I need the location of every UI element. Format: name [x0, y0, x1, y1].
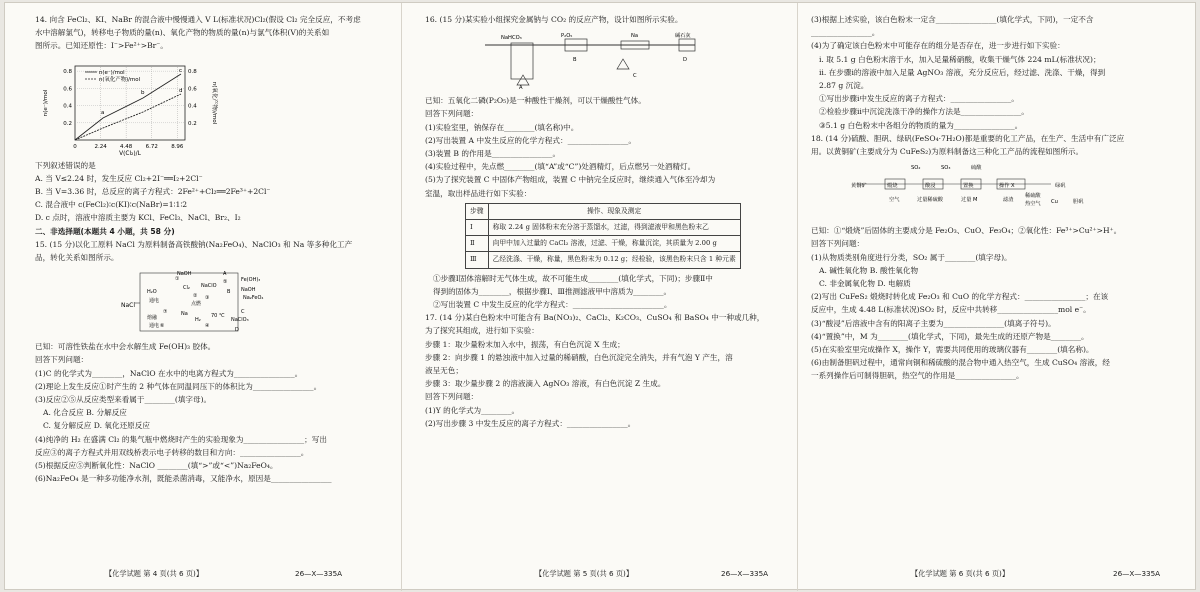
text-line: (1)Y 的化学式为________。: [425, 405, 520, 415]
option-line: C. 复分解反应 D. 氧化还原反应: [43, 421, 150, 431]
x-tick-label: 6.72: [145, 143, 158, 150]
apparatus-label: NaHCO₃: [501, 35, 522, 42]
option-line: A. 碱性氧化物 B. 酸性氧化物: [819, 265, 919, 275]
node-label: Fe(OH)₃: [241, 277, 261, 284]
page-divider: [401, 3, 402, 591]
table-row: [466, 236, 741, 252]
apparatus-label: 碱石灰: [675, 33, 691, 40]
flow-label: 胆矾: [1073, 199, 1084, 206]
text-line: (6)由制备胆矾过程中，通常向铜和稀硫酸的混合物中通入热空气，生成 CuSO₄ 溶液，经: [811, 358, 1110, 368]
question-15-body: [35, 340, 387, 485]
experiment-table: [465, 203, 741, 269]
x-tick-label: 8.96: [171, 143, 184, 150]
node-label: Na: [181, 311, 188, 318]
text-line: (1)从物质类别角度进行分类，SO₂ 属于________(填字母)。: [811, 252, 1012, 262]
text-line: ③5.1 g 白色粉末中各组分的物质的量为________________。: [819, 120, 1023, 130]
text-line: (2)写出步骤 3 中发生反应的离子方程式：________________。: [425, 418, 636, 428]
node-label: 通电: [149, 323, 160, 330]
text-line: 步骤 1：取少量粉末加入水中，振荡，有白色沉淀 X 生成；: [425, 339, 625, 349]
y-tick-label: 0.6: [63, 85, 72, 92]
text-line: 2.87 g 沉淀。: [819, 81, 869, 91]
flow-label: 稀硫酸: [1025, 193, 1041, 200]
x-axis-label: V(Cl₂)/L: [119, 150, 141, 156]
option-line: A. 化合反应 B. 分解反应: [43, 408, 127, 418]
y2-tick-label: 0.6: [188, 85, 197, 92]
text-line: 已知：五氧化二磷(P₂O₅)是一种酸性干燥剂，可以干燥酸性气体。: [425, 96, 646, 106]
node-label: ⑥: [160, 323, 165, 330]
flow-label: Cu: [1051, 199, 1058, 206]
table-row: [466, 220, 741, 236]
table-header-row: [466, 203, 741, 219]
page-5-footer-title: 【化学试题 第 5 页(共 6 页)】: [535, 569, 634, 578]
text-line: 得到的固体为________，根据步骤Ⅰ、Ⅲ推测滤液甲中溶质为________。: [433, 286, 672, 296]
text-line: 步骤 3：取少量步骤 2 的溶液滴入 AgNO₃ 溶液，有白色沉淀 Z 生成。: [425, 379, 666, 389]
x-tick-label: 2.24: [94, 143, 107, 150]
node-label: Na₂FeO₄: [243, 295, 264, 302]
apparatus-label: D: [683, 57, 687, 64]
text-line: (4)为了确定该白色粉末中可能存在的组分是否存在，进一步进行如下实验：: [811, 41, 1065, 51]
option-d: D. c 点时，溶液中溶质主要为 KCl、FeCl₃、NaCl、Br₂、I₂: [35, 213, 241, 223]
text-line: 14. 向含 FeCl₂、KI、NaBr 的混合液中慢慢通入 V L(标准状况)Cl₂(假设 Cl₂ 完全反应，不考虑: [35, 15, 361, 24]
text-line: 图所示。已知还原性：I⁻>Fe²⁺>Br⁻。: [35, 41, 168, 51]
table-cell: 乙经洗涤、干燥，称量，黑色粉末为 0.12 g；经检验，该黑色粉末只含 1 种元素: [488, 252, 740, 268]
text-line: (1)实验室里，钠保存在________(填名称)中。: [425, 122, 579, 132]
table-cell: Ⅲ: [466, 252, 489, 268]
text-line: ________________。: [811, 28, 880, 38]
text-line: 反应中，生成 4.48 L(标准状况)SO₂ 时，反应中共转移________________mol e⁻。: [811, 305, 1091, 315]
apparatus-label: C: [633, 73, 637, 80]
flow-label: 硫酸: [971, 165, 982, 172]
text-line: 室温，取出样品进行如下实验：: [425, 188, 532, 198]
flow-label: 过量 M: [961, 197, 978, 204]
legend-label: n(e⁻)/mol: [99, 69, 125, 76]
text-line: (2)写出装置 A 中发生反应的化学方程式：________________。: [425, 135, 636, 145]
burner-c: [617, 59, 629, 69]
node-label: H₂O: [147, 289, 157, 296]
text-line: 液呈无色；: [425, 366, 463, 376]
text-line: 品，转化关系如图所示。: [35, 253, 119, 263]
text-line: (2)理论上发生反应①时产生的 2 种气体在同温同压下的体积比为________________。: [35, 381, 322, 391]
q18-flowchart: [811, 161, 1179, 221]
point-label: c: [179, 67, 183, 74]
node-label: 通电: [149, 298, 160, 305]
flow-label: SO₂: [911, 165, 921, 172]
text-line: 15. (15 分)以化工原料 NaCl 为原料制备高铁酸钠(Na₂FeO₄)、NaClO₃ 和 Na 等多种化工产: [35, 239, 353, 249]
node-label: C: [241, 309, 245, 316]
table-cell: 称取 2.24 g 固体粉末充分溶于蒸馏水，过滤，得到滤液甲和黑色粉末乙: [488, 220, 740, 236]
page-5: [425, 13, 781, 561]
flow-label: 酸浸: [925, 183, 936, 190]
node-label: NaClO₃: [231, 317, 249, 324]
option-c: C. 混合液中 c(FeCl₂)∶c(KI)∶c(NaBr)=1∶1∶2: [35, 200, 188, 210]
flow-label: 滤渣: [1003, 197, 1014, 204]
text-line: ①步骤Ⅰ固体溶解时无气体生成，故不可能生成________(填化学式，下同)；步骤Ⅱ中: [433, 273, 713, 283]
exam-sheet: [4, 2, 1196, 590]
node-label: ⑦: [163, 309, 168, 316]
text-line: ②写出装置 C 中发生反应的化学方程式：________________________。: [433, 300, 672, 310]
y2-tick-label: 0.4: [188, 103, 197, 110]
table-cell: Ⅱ: [466, 236, 489, 252]
y-tick-label: 0.8: [63, 68, 72, 75]
text-line: 17. (14 分)某白色粉末中可能含有 Ba(NO₃)₂、CaCl₂、K₂CO₃、CuSO₄ 和 BaSO₄ 中一种或几种，: [425, 313, 765, 323]
point-label: b: [141, 89, 145, 96]
node-label: NaClO: [201, 283, 217, 290]
page-4: [35, 13, 387, 561]
page-6-footer-title: 【化学试题 第 6 页(共 6 页)】: [911, 569, 1010, 578]
table-cell: Ⅰ: [466, 220, 489, 236]
text-line: 步骤 2：向步骤 1 的悬浊液中加入过量的稀硝酸，白色沉淀完全消失，并有气泡 Y 产生，溶: [425, 352, 733, 362]
text-line: ⅱ. 在步骤ⅰ的溶液中加入足量 AgNO₃ 溶液，充分反应后，经过滤、洗涤、干燥，得到: [819, 67, 1106, 77]
q16-apparatus: [425, 29, 781, 91]
x-tick-label: 4.48: [120, 143, 133, 150]
text-line: (5)在实验室里完成操作 X，操作 Y，需要共同使用的玻璃仪器有________(填名称)。: [811, 345, 1094, 355]
node-label: H₂: [195, 317, 201, 324]
node-label: NaOH: [241, 287, 256, 294]
flow-label: 绿矾: [1055, 183, 1066, 190]
node-label: 熔融: [147, 315, 158, 322]
table-header: 操作、现象及测定: [488, 203, 740, 219]
flow-label: 黄铜矿: [851, 183, 867, 190]
node-label: NaOH: [177, 271, 192, 278]
text-line: 已知：①“煅烧”后固体的主要成分是 Fe₂O₃、CuO、Fe₃O₄；②氧化性：Fe³⁺>Cu²⁺>H⁺。: [811, 226, 1122, 236]
node-label: 70 ℃: [211, 313, 225, 320]
apparatus-label: Na: [631, 33, 639, 40]
q15-diagram-svg: [35, 267, 275, 337]
flow-label: 煅烧: [887, 183, 898, 190]
legend-label: n(氧化产物)/mol: [99, 76, 141, 83]
text-line: (4)实验过程中，先点燃________(填“A”或“C”)处酒精灯，后点燃另一处酒精灯。: [425, 162, 696, 172]
apparatus-label: B: [573, 57, 577, 64]
text-line: 18. (14 分)硫酸、胆矾、绿矾(FeSO₄·7H₂O)都是重要的化工产品，在生产、生活中有广泛应: [811, 133, 1125, 143]
y-tick-label: 0.2: [63, 120, 72, 127]
y-tick-label: 0.4: [63, 103, 72, 110]
text-line: 回答下列问题：: [35, 355, 89, 365]
text-line: 回答下列问题：: [425, 392, 479, 402]
node-label: D: [235, 327, 239, 334]
apparatus-label: A: [519, 85, 523, 92]
page-6-footer-code: 26—X—335A: [1113, 569, 1161, 578]
flow-label: 空气: [889, 197, 900, 204]
node-label: Cl₂: [183, 285, 190, 292]
text-line: 一系列操作后可制得胆矾，热空气的作用是________________。: [811, 371, 1024, 381]
node-label: ⑤: [223, 279, 228, 286]
q15-diagram: [35, 267, 387, 337]
flow-label: SO₃: [941, 165, 951, 172]
q18-flowchart-svg: [811, 161, 1111, 221]
text-line: (1)C 的化学式为________，NaClO 在水中的电离方程式为________________。: [35, 368, 303, 378]
y2-tick-label: 0.8: [188, 68, 197, 75]
text-line: ②检验步骤ⅱ中沉淀洗涤干净的操作方法是________________。: [819, 107, 1029, 117]
y-axis-label: n(e⁻)/mol: [43, 89, 49, 116]
text-line: (3)“酸浸”后溶液中含有的阳离子主要为________________(填离子符号)。: [811, 318, 1056, 328]
text-line: (3)反应②⑤从反应类型来看属于________(填字母)。: [35, 395, 212, 405]
option-b: B. 当 V=3.36 时，总反应的离子方程式：2Fe²⁺+Cl₂══2Fe³⁺+2Cl⁻: [35, 187, 271, 197]
q14-chart-svg: [35, 56, 225, 156]
series-line-electrons: [75, 74, 181, 140]
text-line: 16. (15 分)某实验小组探究金属钠与 CO₂ 的反应产物，设计如图所示实验。: [425, 15, 683, 24]
flow-label: 置换: [963, 183, 974, 190]
q16-apparatus-svg: [425, 29, 725, 91]
text-line: 反应③的离子方程式并用双线桥表示电子转移的数目和方向：________________。: [35, 447, 309, 457]
text-line: (5)为了探究装置 C 中固体产物组成，装置 C 中钠完全反应时，继续通入气体至冷却为: [425, 175, 716, 185]
node-label: B: [227, 289, 231, 296]
point-label: a: [101, 109, 105, 116]
page-divider: [797, 3, 798, 591]
node-label: 点燃: [191, 301, 202, 308]
y2-axis-label: n(氧化产物)/mol: [211, 81, 217, 124]
node-label: A: [223, 271, 227, 278]
question-14: [35, 13, 387, 53]
text-line: 已知：可溶性铁盐在水中会水解生成 Fe(OH)₃ 胶体。: [35, 342, 216, 352]
text-line: (4)“置换”中，M 为________(填化学式，下同)，最先生成的还原产物是________。: [811, 331, 1089, 341]
question-17: [425, 311, 781, 430]
text-line: (4)纯净的 H₂ 在盛满 Cl₂ 的集气瓶中燃烧时产生的实验现象为________________；写出: [35, 434, 327, 444]
point-label: d: [179, 87, 183, 94]
flask-a: [511, 43, 533, 79]
text-line: (2)写出 CuFeS₂ 煅烧时转化成 Fe₂O₃ 和 CuO 的化学方程式：________________；在该: [811, 292, 1109, 302]
node-label: NaCl: [121, 302, 136, 310]
node-label: ③: [205, 295, 210, 302]
text-line: 下列叙述错误的是: [35, 160, 96, 170]
flow-label: 操作 X: [999, 183, 1015, 190]
page-4-footer-title: 【化学试题 第 4 页(共 6 页)】: [105, 569, 204, 578]
node-label: ①: [175, 276, 180, 283]
page-6: [811, 13, 1179, 561]
text-line: (6)Na₂FeO₄ 是一种多功能净水剂，既能杀菌消毒，又能净水，原因是________________: [35, 474, 332, 484]
text-line: (5)根据反应⑤判断氧化性：NaClO ________(填“>”或“<”)Na₂FeO₄。: [35, 461, 278, 471]
burner-a: [517, 75, 529, 85]
x-tick-label: 0: [73, 143, 77, 150]
text-line: 为了探究其组成，进行如下实验：: [425, 326, 539, 336]
text-line: ⅰ. 取 5.1 g 白色粉末溶于水，加入足量稀硝酸，收集干燥气体 224 mL(标准状况)；: [819, 54, 1101, 64]
y2-tick-label: 0.2: [188, 120, 197, 127]
text-line: 水中溶解氯气)，转移电子物质的量(n)、氧化产物的物质的量(n)与氯气体积(V)的关系如: [35, 28, 330, 38]
flow-label: 热空气: [1025, 201, 1041, 208]
table-row: [466, 252, 741, 268]
text-line: (3)根据上述实验，该白色粉末一定含________________(填化学式，下同)，一定不含: [811, 15, 1094, 24]
flow-label: 过量稀硫酸: [917, 197, 943, 204]
page-5-footer-code: 26—X—335A: [721, 569, 769, 578]
option-line: C. 非金属氧化物 D. 电解质: [819, 279, 911, 289]
section-heading: 二、非选择题(本题共 4 小题，共 58 分): [35, 226, 175, 236]
option-a: A. 当 V≤2.24 时，发生反应 Cl₂+2I⁻══I₂+2Cl⁻: [35, 173, 203, 183]
text-line: (3)装置 B 的作用是________________。: [425, 149, 561, 159]
table-cell: 向甲中加入过量的 CaCl₂ 溶液，过滤、干燥，称量沉淀，其质量为 2.00 g: [488, 236, 740, 252]
text-line: 回答下列问题：: [425, 109, 479, 119]
node-label: ②: [193, 293, 198, 300]
text-line: 回答下列问题：: [811, 239, 865, 249]
q14-chart: [35, 56, 387, 156]
series-line-products: [75, 94, 181, 140]
table-header: 步骤: [466, 203, 489, 219]
page-4-footer-code: 26—X—335A: [295, 569, 343, 578]
node-label: ④: [205, 323, 210, 330]
apparatus-label: P₂O₅: [561, 33, 573, 40]
text-line: ①写出步骤ⅰ中发生反应的离子方程式：________________。: [819, 94, 1019, 104]
text-line: 用。以黄铜矿(主要成分为 CuFeS₂)为原料制备这三种化工产品的流程如图所示。: [811, 147, 1084, 157]
